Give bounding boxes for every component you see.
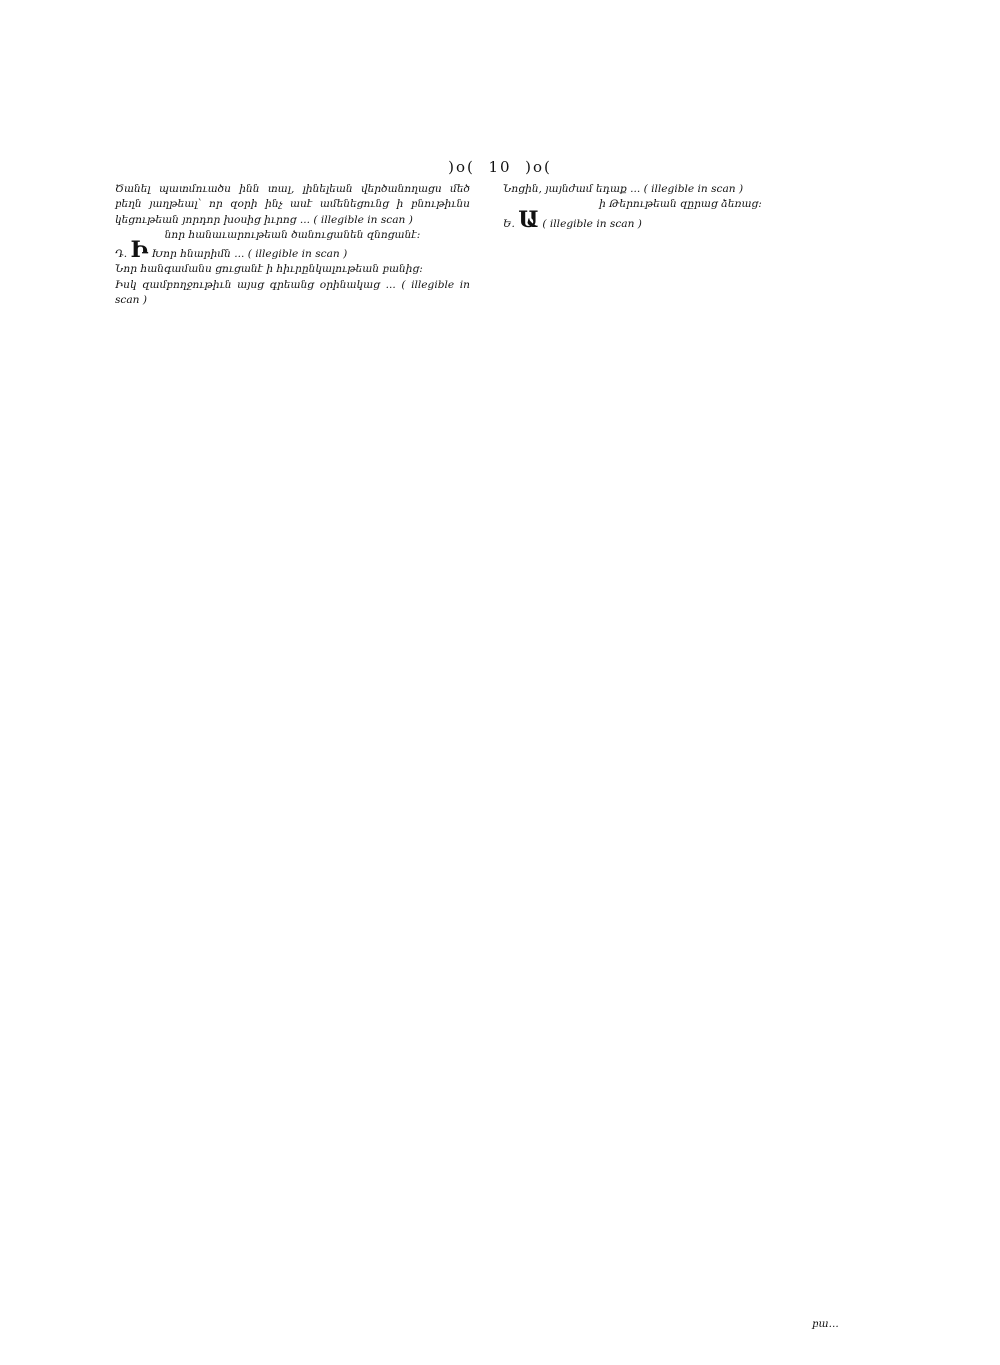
right-paragraph-2 bbox=[503, 206, 858, 233]
right-ornament: )o( bbox=[525, 158, 552, 176]
left-paragraph-4: Իսկ զամբողջութիւն այսց գրեանց օրինակաց ... ( illegible in scan ) bbox=[115, 278, 470, 307]
right-initial-letter: Ա bbox=[518, 206, 540, 233]
column-divider bbox=[488, 185, 489, 1315]
left-paragraph-2 bbox=[115, 237, 470, 264]
left-column bbox=[115, 182, 470, 308]
left-center-line: նոր հանաւարութեան ծանուցանեն զնոցանէ։ bbox=[164, 228, 421, 241]
right-center-line: ի Թերութեան զըրաց ձեռաց։ bbox=[599, 198, 762, 211]
page-header bbox=[0, 158, 1000, 176]
right-column bbox=[503, 182, 858, 232]
right-paragraph-1: Նոցին, յայնժամ եդաք ... ( illegible in scan ) bbox=[503, 183, 744, 195]
right-para-marker: Ե. bbox=[503, 217, 515, 230]
left-ornament: )o( bbox=[448, 158, 475, 176]
left-para-marker: Դ. bbox=[115, 248, 128, 261]
right-paragraph-2-text: ( illegible in scan ) bbox=[542, 217, 642, 230]
left-paragraph-1: Ծանել պատմուածս ինն տալ, լինելեան վերծանողացս մեծ բեղն յաղթեալ՝ որ զօրի ինչ ասէ ամենեցունց ի բնութիւնս կեցութեան յորդոր խօսից իւրոց ... ( illegible in scan ) bbox=[115, 183, 470, 226]
page-number: 10 bbox=[488, 158, 512, 176]
catchword: բա... bbox=[812, 1318, 839, 1330]
left-paragraph-3: Նոր հանգամանս ցուցանէ ի հիւրընկալութեան բանից։ bbox=[115, 263, 423, 276]
left-paragraph-2-text: Խոր հնարիմն ... ( illegible in scan ) bbox=[151, 248, 348, 261]
left-initial-letter: Ի bbox=[130, 237, 149, 264]
